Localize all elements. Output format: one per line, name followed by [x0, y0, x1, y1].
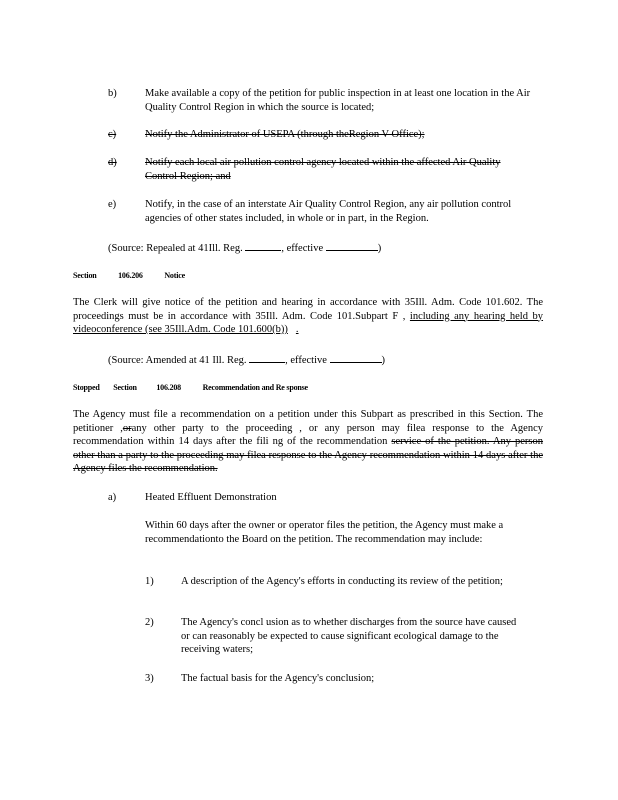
item-e-label: e) [108, 199, 117, 210]
sub-item-3-text: The factual basis for the Agency's conclusion; [181, 673, 375, 684]
source-note-pre: (Source: Repealed at 41Ill. Reg. [108, 243, 243, 254]
section-206-comma: , [402, 310, 406, 322]
volume-blank [245, 240, 281, 251]
sub-item-2-label: 2) [145, 617, 154, 628]
subsection-a-title: Heated Effluent Demonstration [145, 492, 277, 503]
source-note-mid: , effective [281, 243, 324, 254]
volume-blank-2 [249, 352, 285, 363]
section-206-paragraph [73, 296, 543, 337]
section-208-end: . [215, 463, 218, 474]
item-e-text: Notify, in the case of an interstate Air Quality Control Region, any air pollution control agencies of other states included, in whole or in part, in the Region. [145, 199, 512, 224]
sub-item-1-label: 1) [145, 576, 154, 587]
source-note-repealed [108, 240, 548, 256]
date-blank [326, 240, 378, 251]
section-206-end: . [295, 324, 299, 335]
section-208-label: Section [113, 383, 137, 392]
section-206-inserted-text: including any hearing held by videoconference (see 35Ill.Adm. Code 101.600(b)) [73, 310, 544, 335]
source-note-2-pre: (Source: Amended at 41 Ill. Reg. [108, 355, 247, 366]
item-c-text: Notify the Administrator of USEPA (through theRegion V Office); [145, 129, 425, 140]
section-208-stopped: Stopped [73, 383, 100, 392]
item-d-label: d) [108, 157, 117, 168]
section-206-label: Section [73, 271, 97, 280]
section-208-title: Recommendation and Re sponse [202, 383, 308, 392]
section-206-title: Notice [164, 271, 185, 280]
section-208-deleted-or: or [122, 422, 132, 434]
item-c-label: c) [108, 129, 117, 140]
item-b-label: b) [108, 88, 117, 99]
source-note-post: ) [377, 243, 382, 254]
sub-item-2-text: The Agency's concl usion as to whether discharges from the source have caused or can reasonably be expected to cause significant ecological damage to the receiving waters; [181, 617, 517, 655]
subsection-a-intro: Within 60 days after the owner or operator files the petition, the Agency must make a recommendationto the Board on the petition. The recommendation may include: [145, 520, 504, 545]
item-d-text: Notify each local air pollution control agency located within the affected Air Quality Control Region; and [145, 157, 501, 182]
section-206-plain-text: The Clerk will give notice of the petition and hearing in accordance with 35Ill. Adm. Code 101.602. The proceedings must be in accordance with 35Ill. Adm. Code 101.Subpart F [73, 297, 543, 322]
date-blank-2 [330, 352, 382, 363]
section-208-text-2: any other party to the proceeding , or any person may filea response to the Agency recommendation within 14 days after the fili ng of the recommendation [73, 422, 543, 447]
item-b-text: Make available a copy of the petition for public inspection in at least one location in the Air Quality Control Region in which the source is located; [145, 88, 531, 113]
section-206-heading [73, 269, 533, 283]
section-208-number: 106.208 [156, 383, 181, 392]
subsection-a-label: a) [108, 492, 117, 503]
source-note-amended [108, 352, 548, 368]
section-208-text-1: The Agency must file a recommendation on a petition under this Subpart as prescribed in this Section. The petitioner , [73, 409, 543, 434]
section-208-deleted-text: service of the petition. Any person other than a party to the proceeding may filea response to the Agency recommendation within 14 days after the Agency files the recommendation [73, 436, 544, 474]
section-206-number: 106.206 [118, 271, 143, 280]
source-note-2-post: ) [381, 355, 386, 366]
source-note-2-mid: , effective [285, 355, 327, 366]
sub-item-3-label: 3) [145, 673, 154, 684]
section-208-paragraph [73, 408, 543, 476]
section-208-heading [73, 381, 533, 395]
sub-item-1-text: A description of the Agency's efforts in conducting its review of the petition; [181, 576, 503, 587]
